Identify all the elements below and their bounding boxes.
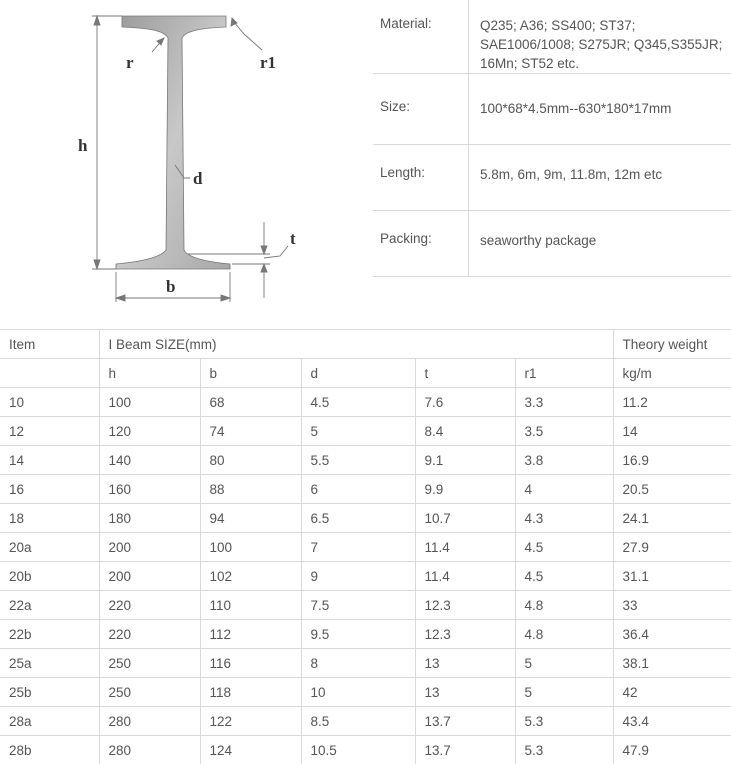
table-cell: 6.5 [301,504,415,533]
table-cell: 14 [0,446,99,475]
table-cell: 10 [301,678,415,707]
table-cell: 16 [0,475,99,504]
i-beam-size-table [0,329,731,764]
table-cell: 12.3 [415,620,515,649]
table-cell: 88 [200,475,301,504]
table-cell: 9.1 [415,446,515,475]
table-cell: 38.1 [613,649,731,678]
table-cell: 100 [200,533,301,562]
table-cell: 13 [415,649,515,678]
header-weight: Theory weight [613,330,731,359]
table-cell: 10 [0,388,99,417]
header-size: I Beam SIZE(mm) [99,330,613,359]
table-cell: 13 [415,678,515,707]
subheader-empty [0,359,99,388]
table-cell: 13.7 [415,707,515,736]
spec-row-size [373,74,731,145]
table-cell: 180 [99,504,200,533]
table-cell: 27.9 [613,533,731,562]
table-cell: 120 [99,417,200,446]
table-cell: 47.9 [613,736,731,764]
table-cell: 140 [99,446,200,475]
table-cell: 33 [613,591,731,620]
table-cell: 7.6 [415,388,515,417]
table-cell: 11.2 [613,388,731,417]
table-cell: 74 [200,417,301,446]
spec-value: seaworthy package [469,211,731,277]
table-cell: 13.7 [415,736,515,764]
table-cell: 122 [200,707,301,736]
subheader-cell: h [99,359,200,388]
spec-value: 5.8m, 6m, 9m, 11.8m, 12m etc [469,145,731,211]
table-cell: 200 [99,562,200,591]
label-h: h [78,136,88,155]
table-cell: 9.5 [301,620,415,649]
table-cell: 20a [0,533,99,562]
spec-label: Packing: [373,211,469,277]
spec-row-material [373,0,731,74]
table-cell: 220 [99,591,200,620]
table-cell: 160 [99,475,200,504]
table-cell: 4.5 [301,388,415,417]
table-cell: 5 [301,417,415,446]
table-cell: 4.5 [515,533,613,562]
table-cell: 250 [99,649,200,678]
table-cell: 12.3 [415,591,515,620]
table-cell: 25a [0,649,99,678]
table-row [0,649,731,678]
table-cell: 3.3 [515,388,613,417]
table-cell: 4 [515,475,613,504]
table-row [0,417,731,446]
r1-leader [234,22,262,50]
header-item: Item [0,330,99,359]
table-cell: 124 [200,736,301,764]
table-cell: 6 [301,475,415,504]
table-cell: 280 [99,707,200,736]
label-r1: r1 [260,53,277,72]
table-cell: 10.5 [301,736,415,764]
i-beam-diagram [0,0,372,330]
subheader-cell: t [415,359,515,388]
spec-value: Q235; A36; SS400; ST37; SAE1006/1008; S275JR; Q345,S355JR; 16Mn; ST52 etc. [469,0,731,74]
table-cell: 31.1 [613,562,731,591]
table-cell: 110 [200,591,301,620]
spec-label: Size: [373,74,469,145]
label-d: d [193,169,203,188]
table-cell: 36.4 [613,620,731,649]
table-cell: 5.3 [515,707,613,736]
table-cell: 4.3 [515,504,613,533]
h-dimension [92,16,122,269]
table-cell: 11.4 [415,533,515,562]
table-row [0,562,731,591]
table-cell: 22a [0,591,99,620]
table-row [0,620,731,649]
table-cell: 28a [0,707,99,736]
table-cell: 14 [613,417,731,446]
table-cell: 116 [200,649,301,678]
table-cell: 112 [200,620,301,649]
table-cell: 28b [0,736,99,764]
table-cell: 20b [0,562,99,591]
table-row [0,591,731,620]
table-cell: 25b [0,678,99,707]
spec-table [373,0,731,277]
subheader-cell: b [200,359,301,388]
table-row [0,388,731,417]
spec-row-length [373,145,731,211]
table-cell: 5 [515,649,613,678]
table-cell: 22b [0,620,99,649]
spec-label: Material: [373,0,469,74]
table-cell: 20.5 [613,475,731,504]
table-cell: 5.3 [515,736,613,764]
table-cell: 68 [200,388,301,417]
table-cell: 24.1 [613,504,731,533]
subheader-cell: r1 [515,359,613,388]
label-t: t [290,229,296,248]
table-cell: 9 [301,562,415,591]
table-cell: 4.5 [515,562,613,591]
table-cell: 280 [99,736,200,764]
table-cell: 10.7 [415,504,515,533]
table-cell: 80 [200,446,301,475]
table-header-row [0,330,731,359]
table-cell: 43.4 [613,707,731,736]
table-cell: 220 [99,620,200,649]
table-row [0,504,731,533]
label-r: r [126,53,134,72]
table-cell: 4.8 [515,591,613,620]
table-cell: 94 [200,504,301,533]
spec-row-packing [373,211,731,277]
table-cell: 18 [0,504,99,533]
table-cell: 5 [515,678,613,707]
table-subheader-row [0,359,731,388]
table-cell: 8.4 [415,417,515,446]
table-cell: 11.4 [415,562,515,591]
label-b: b [166,277,176,296]
table-cell: 3.5 [515,417,613,446]
table-cell: 100 [99,388,200,417]
table-row [0,533,731,562]
table-cell: 12 [0,417,99,446]
table-cell: 5.5 [301,446,415,475]
table-cell: 200 [99,533,200,562]
spec-label: Length: [373,145,469,211]
table-cell: 3.8 [515,446,613,475]
table-cell: 7.5 [301,591,415,620]
table-body [0,388,731,764]
table-cell: 16.9 [613,446,731,475]
subheader-cell: kg/m [613,359,731,388]
spec-value: 100*68*4.5mm--630*180*17mm [469,74,731,145]
table-cell: 8.5 [301,707,415,736]
table-cell: 8 [301,649,415,678]
table-row [0,707,731,736]
table-cell: 9.9 [415,475,515,504]
table-cell: 4.8 [515,620,613,649]
table-row [0,678,731,707]
table-cell: 42 [613,678,731,707]
table-row [0,475,731,504]
table-row [0,736,731,764]
table-cell: 118 [200,678,301,707]
subheader-cell: d [301,359,415,388]
table-cell: 250 [99,678,200,707]
table-cell: 102 [200,562,301,591]
table-row [0,446,731,475]
table-cell: 7 [301,533,415,562]
